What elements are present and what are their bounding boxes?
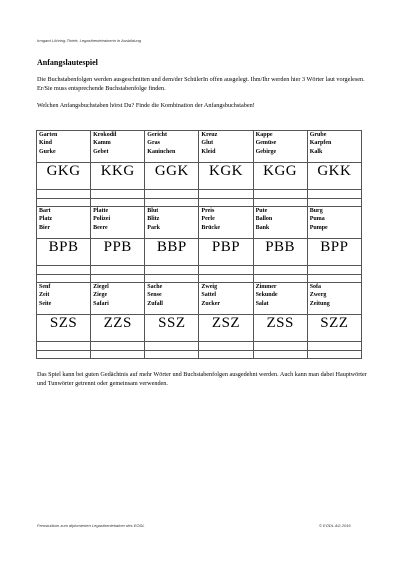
word: Garten <box>39 132 58 138</box>
code-row <box>37 163 362 190</box>
empty-cell <box>91 198 145 207</box>
word: Ziege <box>93 292 108 299</box>
word-cell <box>307 207 361 239</box>
letter-code-card: KGG <box>253 163 307 190</box>
word: Zwerg <box>309 292 327 299</box>
empty-cell <box>253 198 307 207</box>
empty-cell <box>145 274 199 283</box>
intro-question: Welchen Anfangsbuchstaben hörst Du? Finde die Kombination der Anfangsbuchstaben! <box>37 102 255 109</box>
word: Kamm <box>93 140 111 147</box>
letter-code-card: ZZS <box>91 315 145 342</box>
empty-cell <box>199 342 253 351</box>
letter-code-card: PBP <box>199 239 253 266</box>
empty-cell <box>307 190 361 199</box>
word-cell <box>199 131 253 163</box>
empty-cell <box>91 266 145 275</box>
word: Senf <box>39 284 51 290</box>
word: Bank <box>255 224 270 231</box>
empty-cell <box>37 266 91 275</box>
letter-code-card: BPB <box>37 239 91 266</box>
empty-cell <box>145 190 199 199</box>
letter-code-card: KKG <box>91 163 145 190</box>
word: Gebirge <box>255 148 277 155</box>
word: Krokodil <box>93 132 117 138</box>
empty-cell <box>37 350 91 359</box>
empty-cell <box>307 342 361 351</box>
word: Kaninchen <box>147 148 176 155</box>
empty-cell <box>91 342 145 351</box>
spacer-row <box>37 274 362 283</box>
word: Sense <box>147 292 162 299</box>
word: Gurke <box>39 148 56 155</box>
empty-cell <box>307 350 361 359</box>
word: Gebet <box>93 148 109 155</box>
word: Brücke <box>201 224 221 231</box>
word: Seite <box>39 300 52 307</box>
word-cell <box>199 283 253 315</box>
letter-code-card: GGK <box>145 163 199 190</box>
intro-paragraph: Die Buchstabenfolgen werden ausgeschnitten und dem/der SchülerIn offen ausgelegt. Ihm/Ihr werden hier 3 Wörter laut vorgelesen. Er/Sie muss entsprechende Buchstabenfolge finden. <box>37 76 365 92</box>
word: Glut <box>201 140 214 147</box>
word: Sekunde <box>255 292 278 299</box>
empty-cell <box>37 198 91 207</box>
empty-cell <box>91 274 145 283</box>
word: Platte <box>93 208 109 214</box>
spacer-row <box>37 190 362 199</box>
word-cell <box>253 131 307 163</box>
word-cell <box>145 131 199 163</box>
word: Salat <box>255 300 269 307</box>
word: Park <box>147 224 160 231</box>
word-cell <box>145 283 199 315</box>
word: Ziegel <box>93 284 109 290</box>
word: Kappe <box>255 132 273 138</box>
word: Bart <box>39 208 51 214</box>
word: Perle <box>201 216 215 223</box>
letter-code-card: PPB <box>91 239 145 266</box>
word-cell <box>37 283 91 315</box>
spacer-row <box>37 350 362 359</box>
word: Bier <box>39 224 50 231</box>
word: Zeitung <box>309 300 330 307</box>
word: Gras <box>147 140 160 147</box>
word: Grube <box>309 132 327 138</box>
letter-code-card: GKG <box>37 163 91 190</box>
empty-cell <box>199 266 253 275</box>
word: Kreuz <box>201 132 218 138</box>
footer-right: © EÖDL AG 2016 <box>319 523 351 528</box>
letter-code-card: ZSS <box>253 315 307 342</box>
word: Sofa <box>309 284 322 290</box>
empty-cell <box>307 198 361 207</box>
word: Karpfen <box>309 140 332 147</box>
empty-cell <box>37 190 91 199</box>
code-row <box>37 239 362 266</box>
empty-cell <box>307 274 361 283</box>
empty-cell <box>307 266 361 275</box>
word: Zufall <box>147 300 163 307</box>
word-cell <box>91 131 145 163</box>
word: Sattel <box>201 292 217 299</box>
word-cell <box>145 207 199 239</box>
word-cell <box>37 207 91 239</box>
letter-code-card: SZS <box>37 315 91 342</box>
word: Kleid <box>201 148 216 155</box>
word: Platz <box>39 216 52 223</box>
letter-code-card: ZSZ <box>199 315 253 342</box>
page-header-author: Irmgard Löhring-Thiele, Legasthenietrainerin in Ausbildung <box>37 38 141 43</box>
word: Gemüse <box>255 140 277 147</box>
empty-cell <box>145 342 199 351</box>
spacer-row <box>37 198 362 207</box>
word-row <box>37 131 362 163</box>
empty-cell <box>37 274 91 283</box>
letter-code-card: KGK <box>199 163 253 190</box>
word: Zucker <box>201 300 221 307</box>
empty-cell <box>253 190 307 199</box>
empty-cell <box>37 342 91 351</box>
word-row <box>37 207 362 239</box>
footer-left: Fernstudium zum diplomierten Legasthenietrainer des EÖDL <box>37 523 145 528</box>
word: Kind <box>39 140 53 147</box>
word: Kalk <box>309 148 323 155</box>
word: Zimmer <box>255 284 277 290</box>
letter-sequence-table <box>36 130 362 359</box>
word-cell <box>253 207 307 239</box>
empty-cell <box>145 266 199 275</box>
word: Polizei <box>93 216 111 223</box>
empty-cell <box>253 274 307 283</box>
word: Puma <box>309 216 325 223</box>
empty-cell <box>253 266 307 275</box>
empty-cell <box>91 190 145 199</box>
word: Pute <box>255 208 268 214</box>
letter-code-card: BPP <box>307 239 361 266</box>
word: Zweig <box>201 284 218 290</box>
word-cell <box>307 131 361 163</box>
letter-code-card: GKK <box>307 163 361 190</box>
word: Blitz <box>147 216 160 223</box>
empty-cell <box>199 198 253 207</box>
empty-cell <box>145 198 199 207</box>
spacer-row <box>37 266 362 275</box>
word: Pumpe <box>309 224 328 231</box>
letter-code-card: SSZ <box>145 315 199 342</box>
word-cell <box>307 283 361 315</box>
spacer-row <box>37 342 362 351</box>
word: Sache <box>147 284 163 290</box>
word-row <box>37 283 362 315</box>
empty-cell <box>199 274 253 283</box>
word: Safari <box>93 300 109 307</box>
word-cell <box>91 207 145 239</box>
word: Gericht <box>147 132 167 138</box>
word: Zeit <box>39 292 50 299</box>
word-cell <box>199 207 253 239</box>
word: Beere <box>93 224 108 231</box>
code-row <box>37 315 362 342</box>
empty-cell <box>253 350 307 359</box>
word: Burg <box>309 208 323 214</box>
outro-paragraph: Das Spiel kann bei guten Gedächtnis auf mehr Wörter und Buchstabenfolgen ausgedehnt werden. Auch kann man dabei Hauptwörter und Tunwörter getrennt oder gemeinsam verwenden. <box>37 371 367 387</box>
word: Blut <box>147 208 159 214</box>
letter-code-card: PBB <box>253 239 307 266</box>
empty-cell <box>91 350 145 359</box>
empty-cell <box>199 190 253 199</box>
page-title: Anfangslautespiel <box>37 58 98 67</box>
empty-cell <box>145 350 199 359</box>
empty-cell <box>253 342 307 351</box>
word: Preis <box>201 208 215 214</box>
word-cell <box>37 131 91 163</box>
word: Ballon <box>255 216 273 223</box>
empty-cell <box>199 350 253 359</box>
word-cell <box>91 283 145 315</box>
letter-code-card: BBP <box>145 239 199 266</box>
word-cell <box>253 283 307 315</box>
letter-code-card: SZZ <box>307 315 361 342</box>
